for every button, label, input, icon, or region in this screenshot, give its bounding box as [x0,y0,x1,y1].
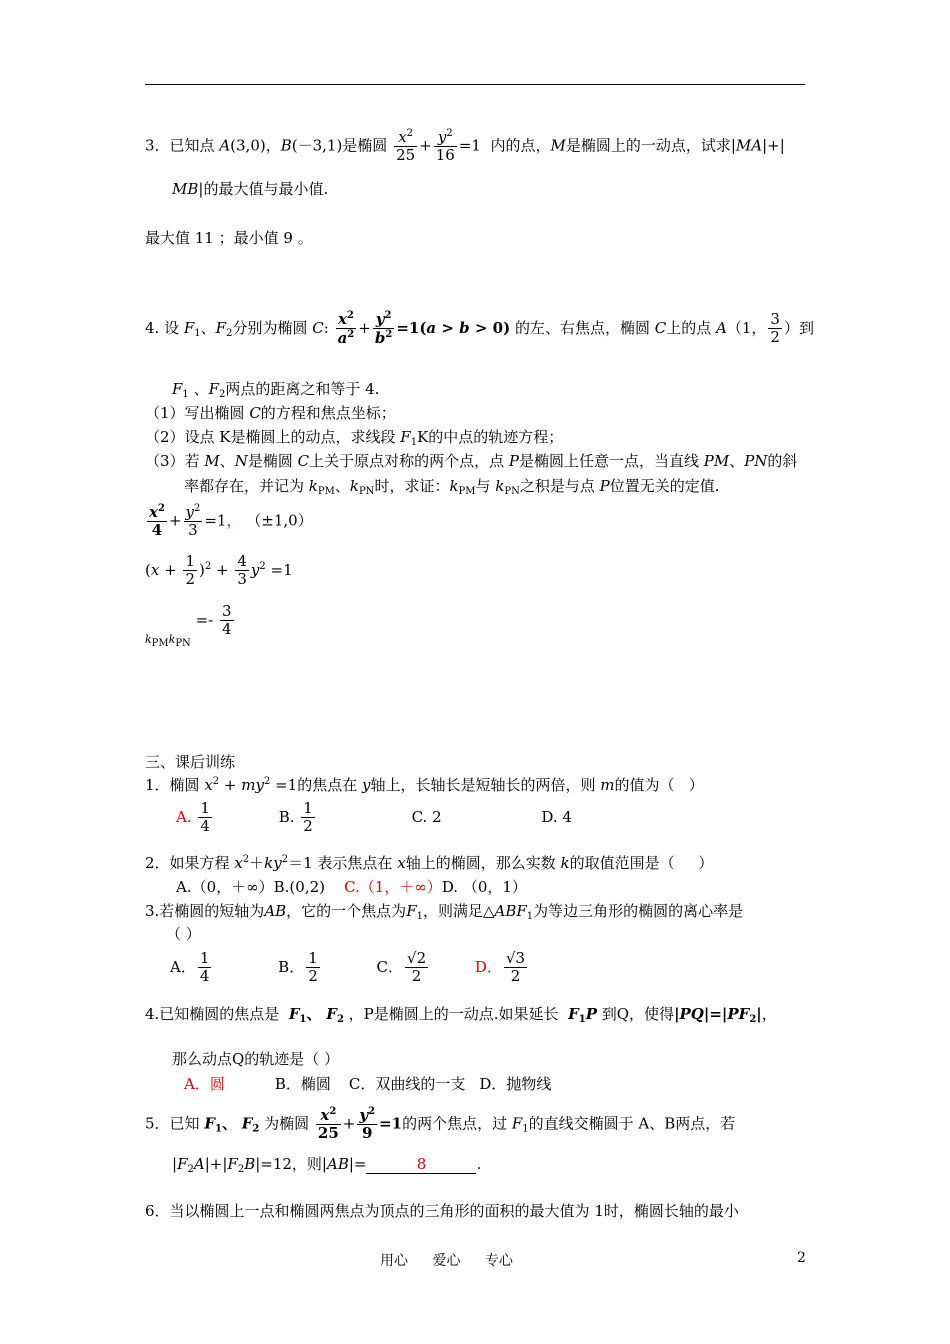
s3-q3a: 3.若椭圆的短轴为AB，它的一个焦点为$F_1$，则满足$\triangle ABF_1$为等边三角形的椭圆的离心率是 [145,902,744,922]
footer: 用心 爱心 专心 [380,1253,513,1269]
q4-line1: 4. 设 $F_1$、$F_2$分别为椭圆 C: $\frac{x^2}{a^2}$ + $\frac{y^2}{b^2}$ =1(a > b > 0) 的左、右焦点，椭圆 C上的点 A（1， $\frac{3}{2}$ ）到 [145,310,814,348]
s3-q3-options: A． $\frac{1}{4}$ B． $\frac{1}{2}$ C． $\frac{√2}{2}$ D． $\frac{√3}{2}$ [170,949,526,986]
q4-sub2: （2）设点 K是椭圆上的动点，求线段 $F_1K$的中点的轨迹方程； [145,428,564,448]
s3-q1: 1．椭圆 $x^2 + my^2 =1$的焦点在 y轴上，长轴长是短轴长的两倍，则 m的值为（ ） [145,776,704,794]
s3-q4a: 4.已知椭圆的焦点是 $F_1$、 $F_2$ ，P是椭圆上的一动点.如果延长 $F_1P$ 到Q，使得$|PQ|=|PF_2|$， [145,1005,777,1025]
s3-q2: 2．如果方程 $x^2+ky^2=1$ 表示焦点在 x轴上的椭圆，那么实数 k的取值范围是（ ） [145,854,714,872]
header-rule [145,84,805,85]
s3-q4b: 那么动点Q的轨迹是（ ） [172,1050,340,1068]
q4-answer2: (x + $\frac{1}{2}$ )$^2$ + $\frac{4}{3}$ $y^2 =1$ [145,552,293,589]
s3-q6: 6．当以椭圆上一点和椭圆两焦点为顶点的三角形的面积的最大值为 1时，椭圆长轴的最小 [145,1202,739,1220]
q4-sub3a: （3）若 M、N是椭圆 C上关于原点对称的两个点，点 P是椭圆上任意一点，当直线 PM、PN的斜 [145,452,798,470]
q3-line2: MB|的最大值与最小值. [172,180,329,198]
s3-q4-options: A．圆 B．椭圆 C．双曲线的一支 D．抛物线 [184,1075,552,1093]
s3-q3b: （ ） [166,925,201,943]
q4-answer3: kPMkPN =- $\frac{3}{4}$ [145,602,232,649]
page-number: 2 [797,1250,806,1266]
q3-answer: 最大值 11 ；最小值 9 。 [145,229,313,247]
s3-q2-options: A.（0，＋∞）B.(0,2) C.（1，＋∞）D. （0，1） [176,878,527,896]
q3-line1: 3．已知点 A(3,0)，B(－3,1)是椭圆 $\frac{x^2}{25}$ + $\frac{y^2}{16}$ =1 内的点，M是椭圆上的一动点，试求|MA|+| [145,128,785,165]
s3-q1-options: A. $\frac{1}{4}$ B. $\frac{1}{2}$ C. 2 D. 4 [176,799,572,836]
q4-sub3b: 率都存在，并记为 $k_{PM}$、$k_{PN}$时，求证：$k_{PM}$与 $k_{PN}$之积是与点 P位置无关的定值. [184,477,720,497]
q4-line2: $F_1$ 、$F_2$两点的距离之和等于 4. [172,380,380,400]
s3-q5-answer: 8 [366,1155,476,1174]
s3-q5b: $|F_2A|+|F_2B|=12$，则|AB|= 8 . [172,1155,482,1175]
q4-answer1: $\frac{x^2}{4}$ + $\frac{y^2}{3}$ =1， （±1,0） [149,503,313,540]
s3-q5a: 5．已知 $F_1$、 $F_2$ 为椭圆 $\frac{x^2}{25}$ + $\frac{y^2}{9}$ =1的两个焦点，过 $F_1$的直线交椭圆于 A、B两点，若 [145,1106,736,1143]
q4-sub1: （1）写出椭圆 C的方程和焦点坐标； [145,404,396,422]
section3-title: 三、课后训练 [145,753,236,771]
